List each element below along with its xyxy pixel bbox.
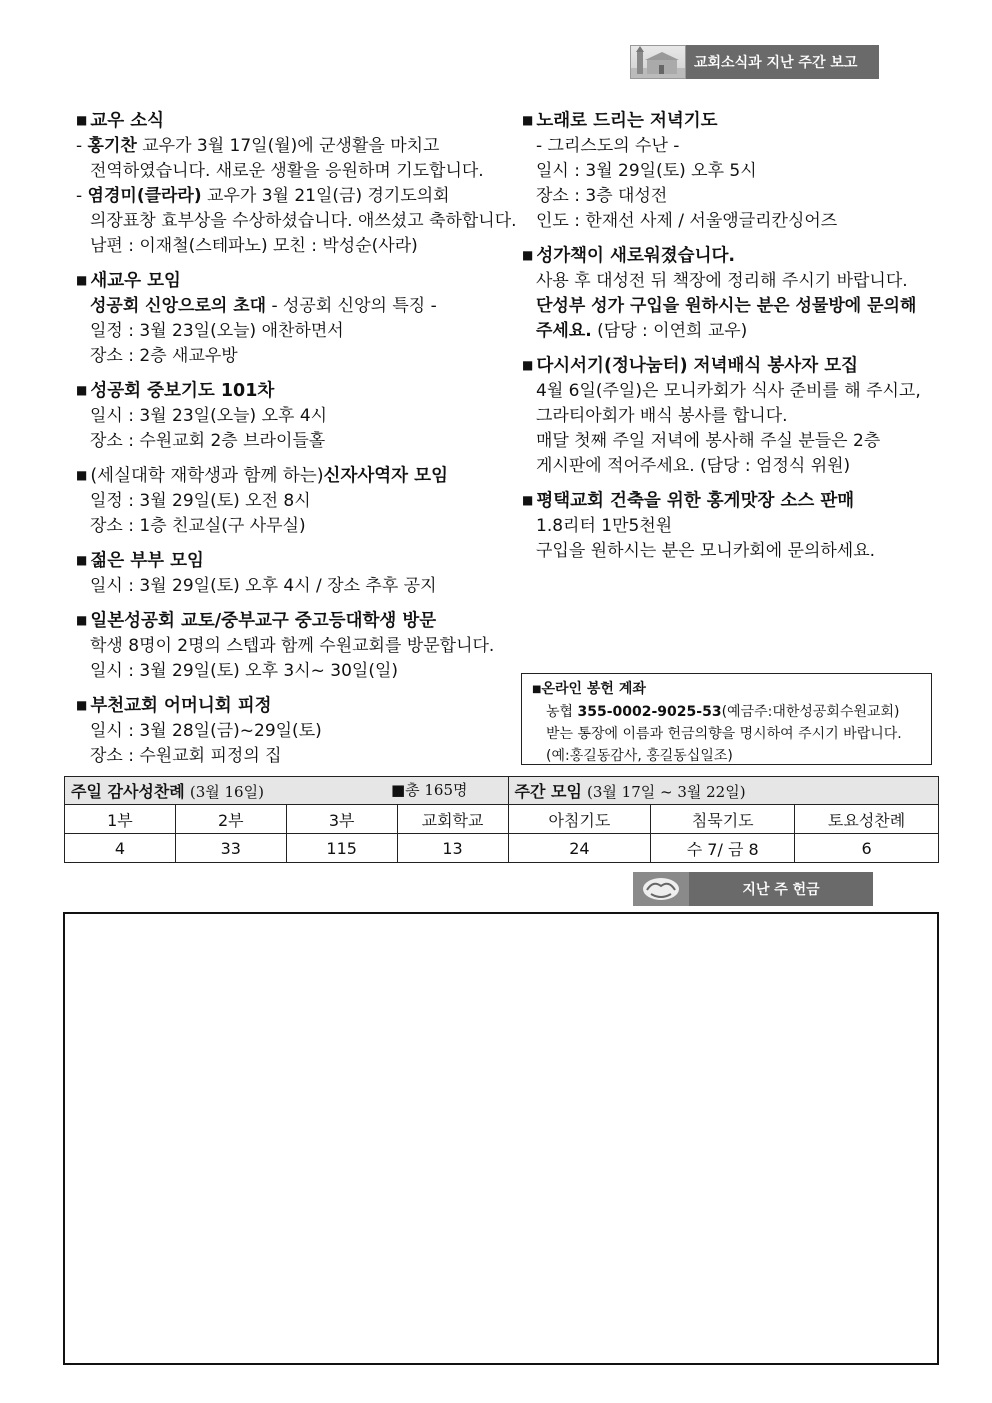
- notice-line: 게시판에 적어주세요. (담당 : 엄정식 위원): [536, 456, 851, 476]
- notice-line: 사용 후 대성전 뒤 책장에 정리해 주시기 바랍니다.: [536, 271, 908, 291]
- sunday-header: 주일 감사성찬례 (3월 16일) ■총 165명: [65, 777, 509, 805]
- column-header: 아침기도: [508, 805, 651, 834]
- member-name: 홍기찬: [87, 136, 137, 156]
- notice-title: 새교우 모임: [90, 271, 181, 291]
- notice-young-couples: ■ 젊은 부부 모임 일시 : 3월 29일(토) 오후 4시 / 장소 추후 공지: [76, 548, 516, 599]
- notice-title: 일본성공회 교토/중부교구 중고등대학생 방문: [90, 611, 437, 631]
- account-number: 355-0002-9025-53: [577, 704, 722, 720]
- notice-intercession: ■ 성공회 중보기도 101차 일시 : 3월 23일(오늘) 오후 4시 장소 : 수원교회 2층 브라이들홀: [76, 378, 516, 454]
- section-header-badge: [630, 45, 879, 79]
- column-header: 2부: [175, 805, 286, 834]
- online-offering-example: (예:홍길동감사, 홍길동십일조): [546, 748, 733, 764]
- offering-header-badge: [633, 872, 873, 906]
- online-offering-note: 받는 통장에 이름과 헌금의향을 명시하여 주시기 바랍니다.: [546, 726, 902, 742]
- notice-retreat: ■ 부천교회 어머니회 피정 일시 : 3월 28일(금)~29일(토) 장소 : 수원교회 피정의 집: [76, 693, 516, 769]
- table-header-row: [65, 805, 939, 834]
- notice-line: 인도 : 한재선 사제 / 서울앵글리칸싱어즈: [536, 211, 838, 231]
- notice-member-news: ■ 교우 소식 - 홍기찬 교우가 3월 17일(월)에 군생활을 마치고 전역하였습니다. 새로운 생활을 응원하며 기도합니다. - 염경미(클라라) 교우가 3월 21일(금) 경기도의회 의장표창 효부상을 수상하셨습니다. 애쓰셨고 축하합니다. 남편 : 이재철(스테파노) 모친 : 박성순(사라): [76, 108, 516, 259]
- notice-line: 장소 : 수원교회 2층 브라이들홀: [90, 431, 326, 451]
- member-name: 염경미(클라라): [87, 186, 202, 206]
- notice-title: 부천교회 어머니회 피정: [90, 696, 272, 716]
- section-header-title: 교회소식과 지난 주간 보고: [686, 45, 879, 79]
- column-header: 교회학교: [397, 805, 508, 834]
- notice-title: 노래로 드리는 저녁기도: [536, 111, 718, 131]
- notice-sauce-sale: ■ 평택교회 건축을 위한 홍게맛장 소스 판매 1.8리터 1만5천원 구입을 원하시는 분은 모니카회에 문의하세요.: [522, 488, 932, 564]
- notice-line: 일시 : 3월 29일(토) 오후 3시~ 30일(일): [90, 661, 399, 681]
- table-cell: 4: [65, 834, 176, 863]
- notice-title: 다시서기(정나눔터) 저녁배식 봉사자 모집: [536, 356, 859, 376]
- notice-title: 신자사역자 모임: [323, 466, 448, 486]
- notice-new-member: ■ 새교우 모임 성공회 신앙으로의 초대 - 성공회 신앙의 특징 - 일정 : 3월 23일(오늘) 애찬하면서 장소 : 2층 새교우방: [76, 268, 516, 369]
- right-column: [522, 108, 932, 573]
- table-value-row: [65, 834, 939, 863]
- column-header: 토요성찬례: [795, 805, 939, 834]
- table-cell: 13: [397, 834, 508, 863]
- table-cell: 6: [795, 834, 939, 863]
- table-cell: 24: [508, 834, 651, 863]
- notice-line: 장소 : 3층 대성전: [536, 186, 668, 206]
- notice-line: 전역하였습니다. 새로운 생활을 응원하며 기도합니다.: [90, 161, 484, 181]
- notice-volunteers: ■ 다시서기(정나눔터) 저녁배식 봉사자 모집 4월 6일(주일)은 모니카회가 식사 준비를 해 주시고, 그라티아회가 배식 봉사를 합니다. 매달 첫째 주일 저녁에 봉사해 주실 분들은 2층 게시판에 적어주세요. (담당 : 엄정식 위원): [522, 353, 932, 479]
- notice-line: 일시 : 3월 29일(토) 오후 5시: [536, 161, 757, 181]
- table-cell: 수 7/ 금 8: [651, 834, 795, 863]
- left-column: [76, 108, 516, 778]
- notice-line: 일시 : 3월 23일(오늘) 오후 4시: [90, 406, 328, 426]
- hands-icon: [633, 872, 689, 906]
- notice-line: 구입을 원하시는 분은 모니카회에 문의하세요.: [536, 541, 876, 561]
- column-header: 1부: [65, 805, 176, 834]
- notice-title: 평택교회 건축을 위한 홍게맛장 소스 판매: [536, 491, 855, 511]
- notice-line: 남편 : 이재철(스테파노) 모친 : 박성순(사라): [90, 236, 418, 256]
- notice-lay-minister: ■ (세실대학 재학생과 함께 하는)신자사역자 모임 일정 : 3월 29일(토) 오전 8시 장소 : 1층 친교실(구 사무실): [76, 463, 516, 539]
- notice-line: - 그리스도의 수난 -: [536, 136, 680, 156]
- notice-line: 장소 : 1층 친교실(구 사무실): [90, 516, 306, 536]
- notice-line: 매달 첫째 주일 저녁에 봉사해 주실 분들은 2층: [536, 431, 881, 451]
- notice-line: 1.8리터 1만5천원: [536, 516, 673, 536]
- notice-title: 젊은 부부 모임: [90, 551, 204, 571]
- notice-line: 일정 : 3월 23일(오늘) 애찬하면서: [90, 321, 344, 341]
- weekly-header: 주간 모임 (3월 17일 ~ 3월 22일): [508, 777, 939, 805]
- notice-line: 일정 : 3월 29일(토) 오전 8시: [90, 491, 311, 511]
- table-cell: 115: [286, 834, 397, 863]
- notice-line: 그라티아회가 배식 봉사를 합니다.: [536, 406, 788, 426]
- column-header: 침묵기도: [651, 805, 795, 834]
- table-cell: 33: [175, 834, 286, 863]
- notice-evensong: ■ 노래로 드리는 저녁기도 - 그리스도의 수난 - 일시 : 3월 29일(토) 오후 5시 장소 : 3층 대성전 인도 : 한재선 사제 / 서울앵글리칸싱어즈: [522, 108, 932, 234]
- notice-line: 4월 6일(주일)은 모니카회가 식사 준비를 해 주시고,: [536, 381, 921, 401]
- notice-line: 단성부 성가 구입을 원하시는 분은 성물방에 문의해: [536, 296, 917, 316]
- column-header: 3부: [286, 805, 397, 834]
- online-offering-box: ■온라인 봉헌 계좌 농협 355-0002-9025-53(예금주:대한성공회수원교회) 받는 통장에 이름과 헌금의향을 명시하여 주시기 바랍니다. (예:홍길동감사, 홍길동십일조): [521, 673, 932, 765]
- notice-line: 장소 : 수원교회 피정의 집: [90, 746, 282, 766]
- attendance-table: [64, 776, 939, 863]
- notice-title: 성공회 중보기도 101차: [90, 381, 275, 401]
- offering-list-box: [63, 912, 939, 1365]
- notice-japan-visit: ■ 일본성공회 교토/중부교구 중고등대학생 방문 학생 8명이 2명의 스텝과 함께 수원교회를 방문합니다. 일시 : 3월 29일(토) 오후 3시~ 30일(일): [76, 608, 516, 684]
- notice-line: 의장표창 효부상을 수상하셨습니다. 애쓰셨고 축하합니다.: [90, 211, 517, 231]
- online-offering-title: 온라인 봉헌 계좌: [541, 681, 646, 697]
- notice-title: 성가책이 새로워졌습니다.: [536, 246, 736, 266]
- notice-line: 일시 : 3월 28일(금)~29일(토): [90, 721, 322, 741]
- notice-title: 교우 소식: [90, 111, 165, 131]
- notice-hymnal: ■ 성가책이 새로워졌습니다. 사용 후 대성전 뒤 책장에 정리해 주시기 바랍니다. 단성부 성가 구입을 원하시는 분은 성물방에 문의해 주세요. (담당 : 이연희 교우): [522, 243, 932, 344]
- offering-header-title: 지난 주 헌금: [689, 872, 873, 906]
- notice-line: 학생 8명이 2명의 스텝과 함께 수원교회를 방문합니다.: [90, 636, 495, 656]
- notice-line: 장소 : 2층 새교우방: [90, 346, 238, 366]
- notice-line: 일시 : 3월 29일(토) 오후 4시 / 장소 추후 공지: [90, 576, 437, 596]
- church-image-icon: [630, 45, 686, 79]
